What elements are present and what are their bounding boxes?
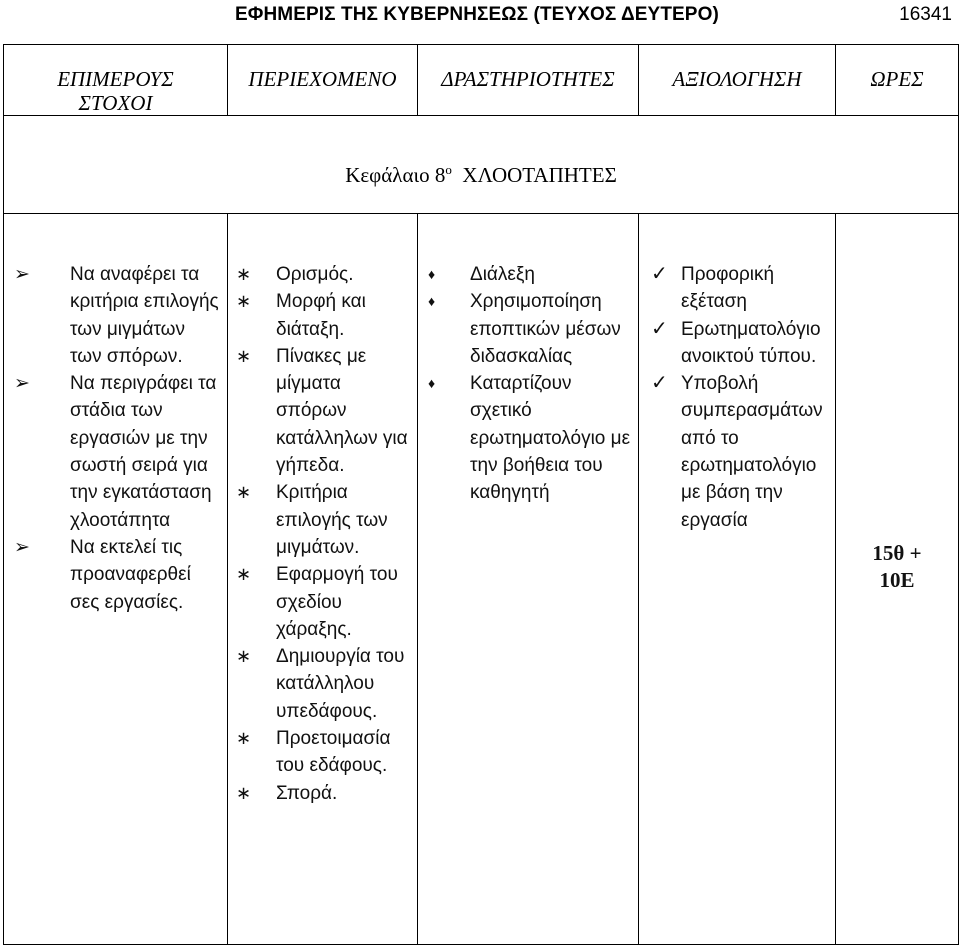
evaluation-list bbox=[639, 214, 835, 534]
arrowhead-bullet-icon: ➢ bbox=[14, 264, 30, 285]
column-header-objectives: ΕΠΙΜΕΡΟΥΣ ΣΤΟΧΟΙ bbox=[4, 45, 228, 116]
list-item: ∗ Μορφή και διάταξη. bbox=[236, 288, 413, 343]
list-item: ➢ Να αναφέρει τα κριτήρια επιλογής των μιγμάτων των σπόρων. bbox=[14, 261, 221, 370]
list-item: ✓ Προφορική εξέταση bbox=[651, 263, 775, 313]
list-item: ✓ Υποβολή συμπερασμάτων από το ερωτηματολόγιο με βάση την εργασία bbox=[651, 372, 823, 531]
asterisk-bullet-icon: ∗ bbox=[236, 264, 252, 284]
list-item: ∗ Προετοιμασία του εδάφους. bbox=[236, 725, 413, 780]
column-header-hours: ΩΡΕΣ bbox=[836, 45, 959, 116]
list-item: ∗ Δημιουργία του κατάλληλου υπεδάφους. bbox=[236, 643, 413, 725]
chapter-prefix: Κεφάλαιο 8 bbox=[345, 163, 446, 187]
list-item: ➢ Να εκτελεί τις προαναφερθεί σες εργασίες. bbox=[14, 534, 221, 616]
list-item: ♦ Καταρτίζουν σχετικό ερωτηματολόγιο με την βοήθεια του καθηγητή bbox=[428, 370, 634, 506]
hours-lab: 10Ε bbox=[879, 568, 915, 592]
chapter-heading bbox=[4, 116, 959, 214]
list-item: ♦ Διάλεξη bbox=[428, 261, 634, 288]
asterisk-bullet-icon: ∗ bbox=[236, 564, 252, 585]
list-item: ∗ Κριτήρια επιλογής των μιγμάτων. bbox=[236, 479, 413, 561]
checkmark-bullet-icon: ✓ bbox=[651, 372, 668, 395]
checkmark-bullet-icon: ✓ bbox=[651, 317, 668, 340]
asterisk-bullet-icon: ∗ bbox=[236, 482, 252, 503]
list-item: ➢ Να περιγράφει τα στάδια των εργασιών με την σωστή σειρά για την εγκατάσταση χλοοτάπητα bbox=[14, 370, 221, 534]
diamond-bullet-icon: ♦ bbox=[428, 375, 436, 392]
list-item: ∗ Σπορά. bbox=[236, 780, 413, 807]
list-item: ♦ Χρησιμοποίηση εποπτικών μέσων διδασκαλίας bbox=[428, 288, 634, 370]
chapter-title: ΧΛΟΟΤΑΠΗΤΕΣ bbox=[462, 163, 617, 187]
hours-theory: 15θ + bbox=[872, 541, 922, 565]
column-header-evaluation: ΑΞΙΟΛΟΓΗΣΗ bbox=[639, 45, 836, 116]
activities-cell bbox=[418, 214, 639, 945]
arrowhead-bullet-icon: ➢ bbox=[14, 536, 30, 558]
asterisk-bullet-icon: ∗ bbox=[236, 646, 252, 667]
page-header bbox=[0, 0, 960, 30]
activities-list bbox=[418, 214, 638, 507]
arrowhead-bullet-icon: ➢ bbox=[14, 373, 30, 395]
objectives-cell bbox=[4, 214, 228, 945]
hours-cell bbox=[836, 214, 959, 945]
checkmark-bullet-icon: ✓ bbox=[651, 263, 668, 285]
evaluation-cell bbox=[639, 214, 836, 945]
asterisk-bullet-icon: ∗ bbox=[236, 782, 252, 803]
asterisk-bullet-icon: ∗ bbox=[236, 728, 252, 749]
content-cell bbox=[228, 214, 418, 945]
diamond-bullet-icon: ♦ bbox=[428, 266, 436, 282]
curriculum-table bbox=[3, 44, 959, 945]
diamond-bullet-icon: ♦ bbox=[428, 293, 436, 310]
chapter-row bbox=[4, 116, 959, 214]
list-item: ∗ Ορισμός. bbox=[236, 261, 413, 288]
list-item: ∗ Πίνακες με μίγματα σπόρων κατάλληλων για γήπεδα. bbox=[236, 343, 413, 479]
column-header-activities: ΔΡΑΣΤΗΡΙΟΤΗΤΕΣ bbox=[418, 45, 639, 116]
table-body-row bbox=[4, 214, 959, 945]
objectives-list bbox=[4, 214, 227, 616]
asterisk-bullet-icon: ∗ bbox=[236, 345, 252, 366]
asterisk-bullet-icon: ∗ bbox=[236, 291, 252, 312]
list-item: ∗ Εφαρμογή του σχεδίου χάραξης. bbox=[236, 561, 413, 643]
column-header-content: ΠΕΡΙΕΧΟΜΕΝΟ bbox=[228, 45, 418, 116]
list-item: ✓ Ερωτηματολόγιο ανοικτού τύπου. bbox=[651, 317, 821, 367]
gazette-title: ΕΦΗΜΕΡΙΣ ΤΗΣ ΚΥΒΕΡΝΗΣΕΩΣ (ΤΕΥΧΟΣ ΔΕΥΤΕΡΟ) bbox=[235, 4, 719, 25]
table-header-row bbox=[4, 45, 959, 116]
content-list bbox=[228, 214, 417, 807]
chapter-ordinal: ο bbox=[445, 162, 452, 177]
page-number: 16341 bbox=[899, 4, 952, 25]
